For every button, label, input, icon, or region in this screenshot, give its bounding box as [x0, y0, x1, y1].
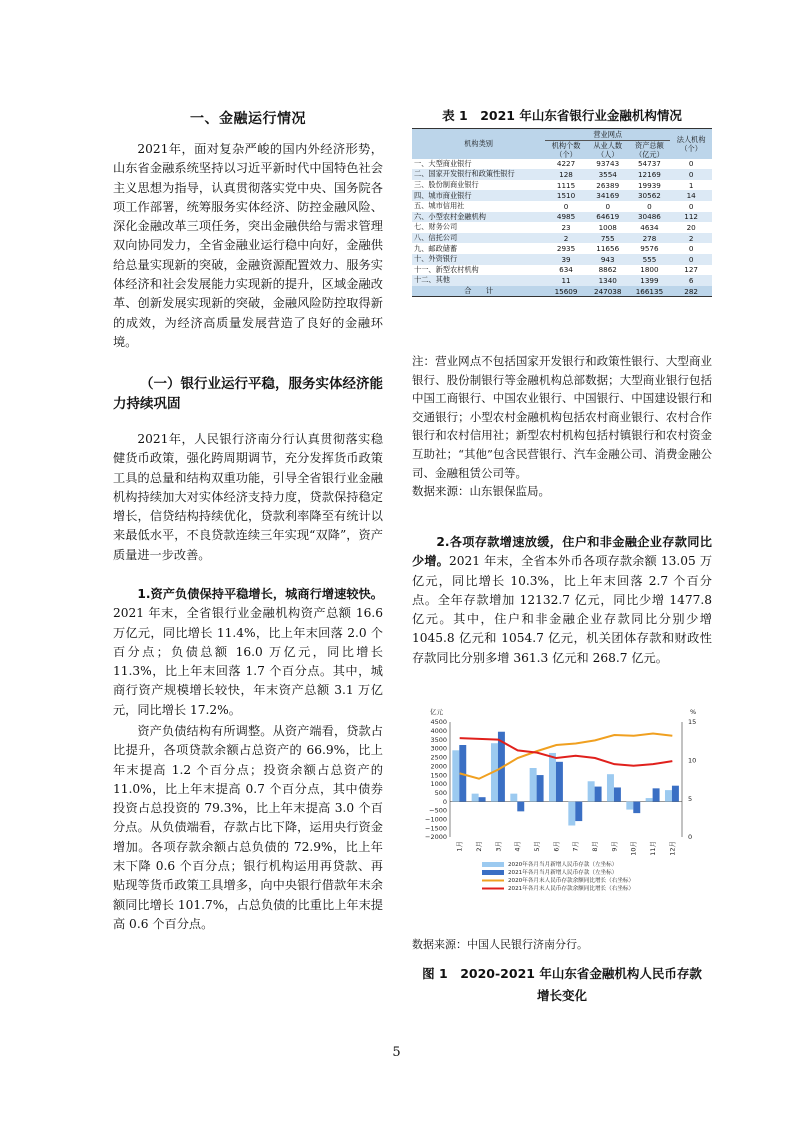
table-row: 四、城市商业银行 1510 34169 30562 14	[412, 190, 712, 201]
paragraph-2: 1.资产负债保持平稳增长，城商行增速较快。2021 年末，全省银行业金融机构资产总额 16.6 万亿元，同比增长 11.4%，比上年末回落 2.0 个百分点；负债总额 16.0 万亿元，同比增长 11.3%，比上年末回落 1.7 个百分点。其中，城商行资产规模增长较快，年末资产总额 3.1 万亿元，同比增长 17.2%。	[113, 587, 383, 717]
paragraph-2-lead: 1.资产负债保持平稳增长，城商行增速较快。	[137, 587, 383, 601]
x-tick-label: 4月	[513, 841, 522, 852]
y-left-tick: 4000	[430, 727, 447, 736]
y-left-tick: 500	[434, 788, 447, 797]
bar-2021-12	[672, 786, 679, 802]
section-title: 一、金融运行情况	[190, 111, 306, 127]
x-tick-label: 7月	[571, 841, 580, 852]
bar-2021-10	[633, 802, 640, 814]
x-tick-label: 9月	[610, 841, 619, 852]
y-left-tick: 4500	[430, 718, 447, 727]
legend-label: 2021年各月末人民币存款余额同比增长（右坐标）	[508, 886, 635, 892]
col-assets: 资产总额 （亿元）	[629, 140, 671, 159]
table-note: 注：营业网点不包括国家开发银行和政策性银行、大型商业银行、股份制银行等金融机构总部数据；大型商业银行包括中国工商银行、中国农业银行、中国银行、中国建设银行和交通银行；小型农村金融机构包括农村商业银行、农村合作银行和农村信用社；新型农村机构包括村镇银行和农村资金互助社；“其他”包含民营银行、汽车金融公司、消费金融公司、金融租赁公司等。 数据来源：山东银保监局。	[412, 352, 712, 501]
y-right-tick: 5	[688, 794, 693, 803]
table-row: 十二、其他 11 1340 1399 6	[412, 275, 712, 286]
bar-2020-2	[472, 794, 479, 802]
x-tick-label: 5月	[533, 841, 541, 852]
legend-swatch	[482, 862, 504, 867]
x-tick-label: 11月	[649, 841, 657, 856]
x-tick-label: 6月	[552, 841, 561, 852]
table-row: 十、外资银行 39 943 555 0	[412, 254, 712, 265]
legend-label: 2020年各月末人民币存款余额同比增长（右坐标）	[508, 878, 635, 884]
x-tick-label: 3月	[494, 841, 503, 852]
bar-2021-9	[614, 787, 621, 801]
bar-2020-7	[568, 802, 575, 826]
x-tick-label: 8月	[591, 841, 599, 852]
y-left-tick: −1500	[425, 824, 447, 833]
bar-2020-1	[452, 750, 459, 801]
col-staff: 从业人数 （人）	[587, 140, 629, 159]
y-left-tick: −1000	[425, 815, 447, 824]
subsection-title: （一）银行业运行平稳，服务实体经济能力持续巩固	[113, 376, 383, 412]
col-count: 机构个数 （个）	[545, 140, 587, 159]
figure-caption: 图 1 2020-2021 年山东省金融机构人民币存款 增长变化	[422, 966, 702, 1003]
deposit-chart	[412, 700, 712, 920]
y-right-unit: %	[690, 708, 697, 716]
bar-2020-9	[607, 774, 614, 801]
table-source: 数据来源：山东银保监局。	[412, 484, 550, 499]
x-tick-label: 12月	[668, 841, 677, 856]
col-group: 营业网点	[545, 129, 670, 141]
intro-paragraph: 2021年，面对复杂严峻的国内外经济形势，山东省金融系统坚持以习近平新时代中国特色社会主义思想为指导，认真贯彻落实党中央、国务院各项工作部署，统筹服务实体经济、防控金融风险、深化金融改革三项任务，突出金融供给与需求管理双向协同发力，全省金融业运行稳中向好，金融供给总量实现新的突破，金融资源配置效力、服务实体经济和社会发展能力实现新的提升，区域金融改革、创新发展实现新的突破，金融风险防控取得新的成效，为经济高质量发展营造了良好的金融环境。	[113, 142, 383, 349]
table-row: 五、城市信用社 0 0 0 0	[414, 201, 694, 211]
bar-2021-2	[479, 797, 486, 801]
bar-2021-8	[595, 787, 602, 802]
bank-institutions-table	[412, 128, 712, 297]
table-row: 七、财务公司 23 1008 4634 20	[414, 222, 696, 232]
legend-label: 2021年各月当月新增人民币存款（左坐标）	[508, 870, 618, 876]
bar-2020-5	[530, 768, 537, 802]
y-left-tick: 2500	[430, 753, 447, 762]
legend-label: 2020年各月当月新增人民币存款（左坐标）	[508, 862, 618, 868]
y-left-unit: 亿元	[430, 708, 443, 716]
paragraph-1: 2021年，人民银行济南分行认真贯彻落实稳健货币政策，强化跨周期调节，充分发挥货币政策工具的总量和结构双重功能，引导全省银行业金融机构持续加大对实体经济支持力度，贷款保持稳定增长，信贷结构持续优化，贷款利率降至有统计以来最低水平，不良贷款连续三年实现“双降”，资产质量进一步改善。	[113, 432, 383, 562]
y-left-tick: 3000	[430, 744, 447, 753]
bar-2021-7	[575, 802, 582, 821]
y-left-tick: 2000	[430, 762, 447, 771]
bar-2020-12	[665, 790, 672, 802]
y-left-tick: 1000	[430, 780, 447, 789]
col-type: 机构类别	[412, 129, 545, 159]
col-legal: 法人机构 （个）	[670, 129, 712, 159]
bar-2020-4	[510, 794, 517, 802]
y-left-tick: −2000	[425, 833, 447, 842]
x-tick-label: 10月	[629, 841, 638, 856]
y-right-tick: 0	[688, 833, 693, 842]
table-row: 九、邮政储蓄 2935 11656 9576 0	[414, 243, 694, 254]
bar-2020-6	[549, 753, 556, 802]
deposit-paragraph: 2.各项存款增速放缓，住户和非金融企业存款同比少增。2021 年末，全省本外币各项存款余额 13.05 万亿元，同比增长 10.3%，比上年末回落 2.7 个百分点。全年存款增加 12132.7 亿元，同比少增 1477.8 亿元。其中，住户和非金融企业存款同比分别少增 1045.8 亿元和 1054.7 亿元，机关团体存款和财政性存款同比分别多增 361.3 亿元和 268.7 亿元。	[412, 535, 713, 665]
table-row: 一、大型商业银行 4227 93743 54737 0	[414, 158, 694, 169]
table-title: 表 1 2021 年山东省银行业金融机构情况	[442, 108, 682, 123]
paragraph-3: 资产负债结构有所调整。从资产端看，贷款占比提升，各项贷款余额占总资产的 66.9%，比上年末提高 1.2 个百分点；投资余额占总资产的 11.0%，比上年末提高 0.7 个百分点，其中债券投资占总投资的 79.3%，比上年末提高 3.0 个百分点。从负债端看，存款占比下降，运用央行资金增加。各项存款余额占总负债的 72.9%，比上年末下降 0.6 个百分点；银行机构运用再贷款、再贴现等货币政策工具增多，向中央银行借款年末余额同比增长 101.7%，占总负债的比重比上年末提高 0.6 个百分点。	[113, 724, 383, 931]
table-row: 二、国家开发银行和政策性银行 128 3554 12169 0	[412, 169, 712, 180]
page-number: 5	[392, 1045, 401, 1060]
bar-2021-5	[537, 775, 544, 802]
y-left-tick: 3500	[430, 735, 447, 744]
bar-2020-8	[588, 781, 595, 801]
bar-2021-6	[556, 762, 563, 802]
y-left-tick: −500	[429, 806, 447, 815]
deposit-paragraph-lead: 2.各项存款增速放缓，住户和非金融企业存款同比少增。	[412, 535, 712, 569]
x-tick-label: 1月	[455, 841, 464, 852]
legend-swatch	[482, 870, 504, 875]
y-left-tick: 0	[442, 797, 447, 806]
table-row: 十一、新型农村机构 634 8862 1800 127	[414, 264, 698, 275]
table-row: 六、小型农村金融机构 4985 64619 30486 112	[412, 212, 712, 223]
y-right-tick: 10	[688, 756, 697, 765]
x-tick-label: 2月	[475, 841, 483, 852]
bar-2020-10	[626, 802, 633, 810]
bar-2021-11	[653, 788, 660, 801]
bar-2021-4	[517, 802, 524, 812]
chart-source: 数据来源：中国人民银行济南分行。	[412, 938, 588, 951]
table-row: 三、股份制商业银行 1115 26389 19939 1	[414, 180, 694, 190]
y-right-tick: 15	[688, 718, 697, 727]
table-total-row: 合 计 15609 247038 166135 282	[412, 286, 712, 297]
table-row: 八、信托公司 2 755 278 2	[412, 233, 712, 244]
bar-2020-11	[646, 798, 653, 802]
y-left-tick: 1500	[430, 771, 447, 780]
